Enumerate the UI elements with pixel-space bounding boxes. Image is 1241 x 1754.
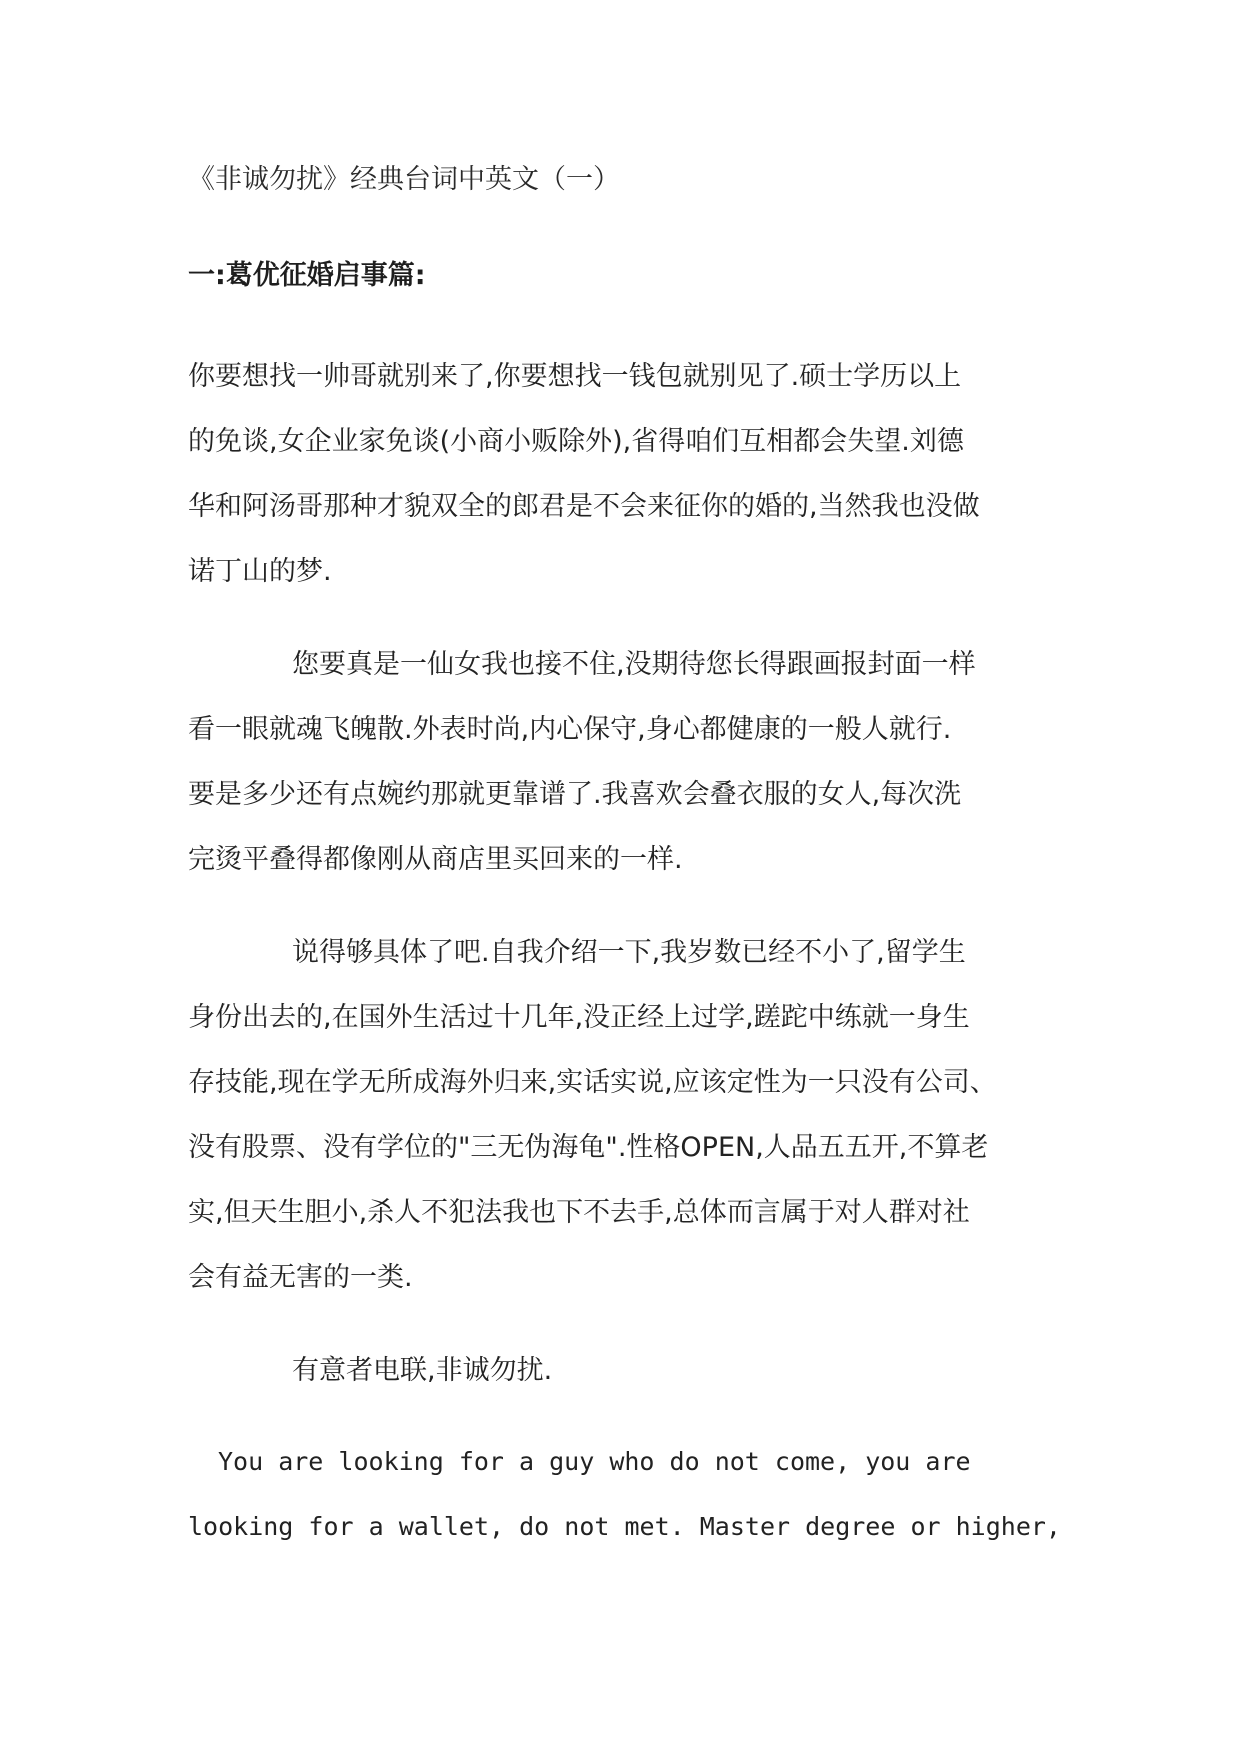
english-line: You are looking for a guy who do not come, you are (218, 1447, 971, 1476)
paragraph-line: 存技能,现在学无所成海外归来,实话实说,应该定性为一只没有公司、 (188, 1067, 997, 1098)
section-heading: 一:葛优征婚启事篇: (188, 260, 426, 291)
paragraph-4 (188, 1338, 1088, 1403)
paragraph-line: 说得够具体了吧.自我介绍一下,我岁数已经不小了,留学生 (292, 937, 966, 968)
document-title: 《非诚勿扰》经典台词中英文（一） (188, 164, 620, 195)
paragraph-line: 会有益无害的一类. (188, 1262, 413, 1293)
paragraph-line: 看一眼就魂飞魄散.外表时尚,内心保守,身心都健康的一般人就行. (188, 714, 952, 745)
paragraph-3 (188, 920, 1088, 1310)
paragraph-line: 诺丁山的梦. (188, 556, 332, 587)
paragraph-line: 要是多少还有点婉约那就更靠谱了.我喜欢会叠衣服的女人,每次洗 (188, 779, 962, 810)
paragraph-2 (188, 632, 1088, 892)
english-line: looking for a wallet, do not met. Master degree or higher, (188, 1512, 1061, 1541)
paragraph-line: 没有股票、没有学位的"三无伪海龟".性格OPEN,人品五五开,不算老 (188, 1132, 989, 1163)
document-content (188, 160, 1088, 1559)
paragraph-line: 华和阿汤哥那种才貌双全的郎君是不会来征你的婚的,当然我也没做 (188, 491, 980, 522)
paragraph-line: 实,但天生胆小,杀人不犯法我也下不去手,总体而言属于对人群对社 (188, 1197, 970, 1228)
paragraph-line: 身份出去的,在国外生活过十几年,没正经上过学,蹉跎中练就一身生 (188, 1002, 970, 1033)
paragraph-line: 您要真是一仙女我也接不住,没期待您长得跟画报封面一样 (292, 649, 976, 680)
paragraph-line: 你要想找一帅哥就别来了,你要想找一钱包就别见了.硕士学历以上 (188, 361, 962, 392)
paragraph-line: 完烫平叠得都像刚从商店里买回来的一样. (188, 844, 683, 875)
paragraph-line: 有意者电联,非诚勿扰. (292, 1355, 553, 1386)
english-translation (188, 1429, 1088, 1559)
paragraph-1 (188, 344, 1088, 604)
paragraph-line: 的免谈,女企业家免谈(小商小贩除外),省得咱们互相都会失望.刘德 (188, 426, 964, 457)
